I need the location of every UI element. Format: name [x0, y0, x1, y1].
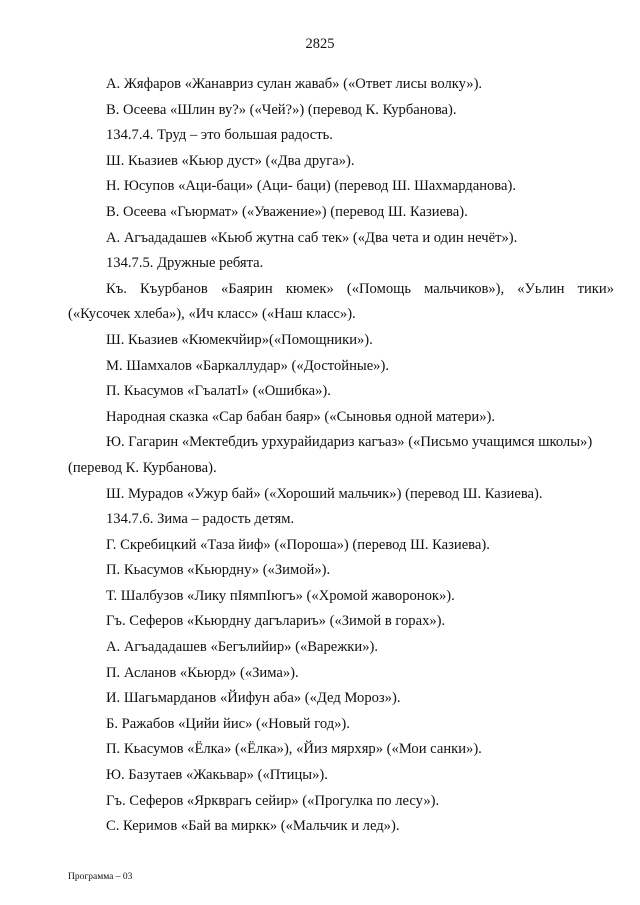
text-line: Ш. Кьазиев «Кюмекчйир»(«Помощники»). [106, 331, 373, 348]
page-number: 2825 [305, 36, 335, 52]
text-line: 134.7.6. Зима – радость детям. [106, 511, 295, 528]
text-line: Ш. Кьазиев «Кьюр дуст» («Два друга»). [106, 152, 355, 169]
text-line: 134.7.5. Дружные ребята. [106, 255, 264, 272]
text-line: А. Жяфаров «Жанавриз сулан жаваб» («Ответ лисы волку»). [106, 76, 483, 92]
text-line: («Кусочек хлеба»), «Ич класс» («Наш класс»). [68, 306, 356, 323]
text-line: А. Агъададашев «Кьюб жутна саб тек» («Два чета и один нечёт»). [106, 229, 518, 246]
text-line: Ш. Мурадов «Ужур бай» («Хороший мальчик») (перевод Ш. Казиева). [106, 485, 543, 502]
text-line: П. Кьасумов «ГъалатI» («Ошибка»). [106, 383, 331, 400]
text-line: Народная сказка «Сар бабан баяр» («Сыновья одной матери»). [106, 408, 495, 425]
text-line: В. Осеева «Шлин ву?» («Чей?») (перевод К. Курбанова). [106, 101, 457, 118]
text-line: 134.7.4. Труд – это большая радость. [106, 127, 333, 144]
text-line: С. Керимов «Бай ва миркк» («Мальчик и лед»). [106, 818, 400, 835]
text-line: И. Шагьмарданов «Йифун аба» («Дед Мороз»). [106, 690, 401, 707]
text-line: Б. Ражабов «Цийи йис» («Новый год»). [106, 715, 350, 732]
text-line: Ю. Базутаев «Жакьвар» («Птицы»). [106, 767, 328, 784]
text-line: М. Шамхалов «Баркаллудар» («Достойные»). [106, 357, 389, 374]
text-line: П. Кьасумов «Ёлка» («Ёлка»), «Йиз мярхяр» («Мои санки»). [106, 741, 482, 758]
text-line: А. Агъададашев «Бегълийир» («Варежки»). [106, 639, 379, 656]
text-line: П. Асланов «Кьюрд» («Зима»). [106, 664, 299, 681]
footer-label: Программа – 03 [68, 872, 133, 882]
text-line: Къ. Къурбанов «Баярин кюмек» («Помощь мальчиков»), «Уьлин тики» [106, 280, 614, 297]
reading-list [68, 72, 614, 840]
text-line: Н. Юсупов «Аци-баци» (Аци- баци) (перевод Ш. Шахмарданова). [106, 178, 516, 195]
text-line: (перевод К. Курбанова). [68, 459, 217, 476]
text-line: Т. Шалбузов «Лику пIямпIюгъ» («Хромой жаворонок»). [106, 587, 455, 604]
text-line: Г. Скребицкий «Таза йиф» («Пороша») (перевод Ш. Казиева). [106, 536, 490, 553]
text-line: Ю. Гагарин «Мектебдиъ урхурайидариз кагъаз» («Письмо учащимся школы») [106, 434, 593, 451]
text-line: Гъ. Сеферов «Яркврагь сейир» («Прогулка по лесу»). [106, 792, 440, 809]
text-line: Гъ. Сеферов «Кьюрдну дагълариъ» («Зимой в горах»). [106, 613, 446, 630]
text-line: П. Кьасумов «Кьюрдну» («Зимой»). [106, 562, 331, 579]
text-line: В. Осеева «Гьюрмат» («Уважение») (перевод Ш. Казиева). [106, 203, 468, 220]
